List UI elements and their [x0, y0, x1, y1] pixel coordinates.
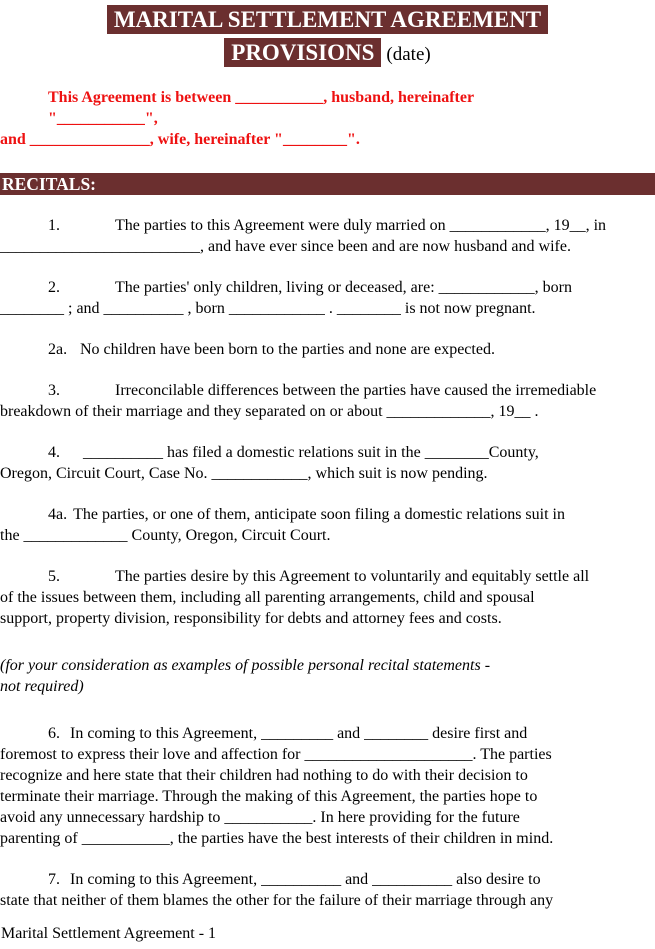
recital-line: [0, 723, 655, 744]
recital-line: of the issues between them, including all parenting arrangements, child and spousal: [0, 589, 535, 606]
intro-line: and _______________, wife, hereinafter "________".: [0, 131, 360, 148]
recital-paragraph-4: [0, 442, 655, 484]
recital-line: Oregon, Circuit Court, Case No. ____________, which suit is now pending.: [0, 465, 488, 482]
recital-line: [0, 277, 655, 298]
document-title: MARITAL SETTLEMENT AGREEMENT: [107, 5, 548, 34]
recital-paragraph-2: [0, 277, 655, 319]
recital-line: terminate their marriage. Through the making of this Agreement, the parties hope to: [0, 788, 538, 805]
recital-line: [0, 566, 655, 587]
recital-text: The parties' only children, living or deceased, are: ____________, born: [115, 279, 572, 296]
recital-line: parenting of ___________, the parties have the best interests of their children in mind.: [0, 830, 554, 847]
recital-text: No children have been born to the parties and none are expected.: [80, 341, 495, 358]
note-line: (for your consideration as examples of possible personal recital statements -: [0, 657, 491, 674]
recital-line: _________________________, and have ever since been and are now husband and wife.: [0, 238, 571, 255]
recital-paragraph-6: [0, 723, 655, 849]
recital-line: avoid any unnecessary hardship to ___________. In here providing for the future: [0, 809, 520, 826]
recital-line: support, property division, responsibility for debts and attorney fees and costs.: [0, 610, 502, 627]
recital-line: foremost to express their love and affection for _____________________. The parties: [0, 746, 552, 763]
recital-line: breakdown of their marriage and they separated on or about _____________, 19__ .: [0, 403, 539, 420]
consideration-note: [0, 655, 655, 697]
page-footer: Marital Settlement Agreement - 1: [1, 925, 217, 942]
recital-line: [0, 504, 655, 525]
recital-line: [0, 869, 655, 890]
recital-number: 4a.: [48, 506, 68, 523]
recital-text: In coming to this Agreement, __________ and __________ also desire to: [70, 871, 541, 888]
intro-paragraph: [0, 87, 655, 150]
recital-paragraph-4a: [0, 504, 655, 546]
title-row-1: [0, 5, 655, 34]
recital-number: 3.: [48, 382, 60, 399]
recital-line: ________ ; and __________ , born ____________ . ________ is not now pregnant.: [0, 300, 536, 317]
date-note: (date): [386, 44, 431, 65]
recital-text: In coming to this Agreement, _________ and ________ desire first and: [70, 725, 528, 742]
recital-paragraph-3: [0, 380, 655, 422]
recital-number: 1.: [48, 217, 60, 234]
recital-number: 2a.: [48, 341, 68, 358]
recital-line: [0, 442, 655, 463]
title-row-2: [0, 38, 655, 67]
recital-line: state that neither of them blames the other for the failure of their marriage through any: [0, 892, 554, 909]
recital-line: recognize and here state that their children had nothing to do with their decision to: [0, 767, 528, 784]
recital-line: [0, 380, 655, 401]
note-line: not required): [0, 678, 84, 695]
recital-text: The parties desire by this Agreement to voluntarily and equitably settle all: [115, 568, 590, 585]
recital-number: 6.: [48, 725, 60, 742]
recital-number: 5.: [48, 568, 60, 585]
recital-text: Irreconcilable differences between the parties have caused the irremediable: [115, 382, 597, 399]
recital-number: 7.: [48, 871, 60, 888]
recital-paragraph-2a: [0, 339, 655, 360]
recital-paragraph-7: [0, 869, 655, 911]
document-subtitle: PROVISIONS: [224, 38, 381, 67]
recital-paragraph-1: [0, 215, 655, 257]
recital-number: 4.: [48, 444, 60, 461]
recital-text: The parties to this Agreement were duly married on ____________, 19__, in: [115, 217, 607, 234]
intro-line: "___________",: [48, 110, 158, 127]
document-header: [0, 0, 655, 67]
recital-text: __________ has filed a domestic relations suit in the ________County,: [83, 444, 539, 461]
recital-paragraph-5: [0, 566, 655, 629]
recitals-heading: RECITALS:: [0, 173, 655, 195]
recital-text: The parties, or one of them, anticipate soon filing a domestic relations suit in: [73, 506, 565, 523]
recital-number: 2.: [48, 279, 60, 296]
intro-line: This Agreement is between ___________, husband, hereinafter: [48, 89, 475, 106]
recital-line: [0, 339, 655, 360]
recital-line: [0, 215, 655, 236]
recital-line: the _____________ County, Oregon, Circuit Court.: [0, 527, 331, 544]
